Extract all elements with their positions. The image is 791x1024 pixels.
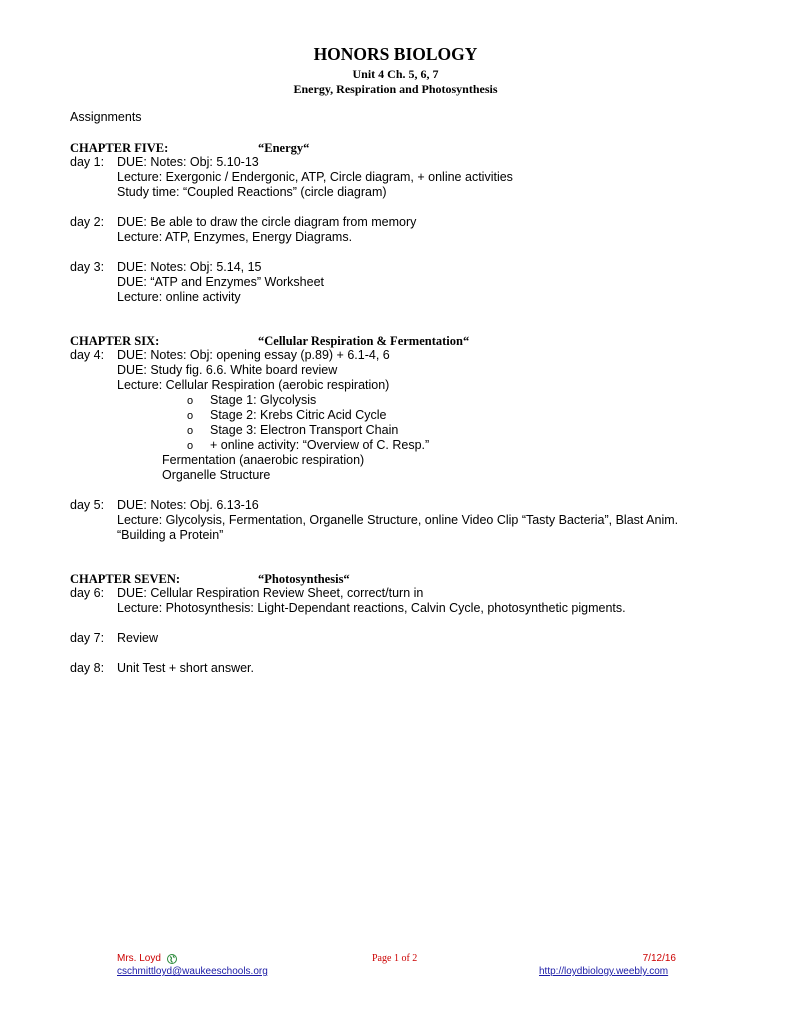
- globe-icon: [167, 954, 177, 964]
- chapter-five-heading: CHAPTER FIVE:: [70, 141, 169, 155]
- day-line: DUE: Be able to draw the circle diagram from memory: [117, 215, 417, 229]
- day-line: Fermentation (anaerobic respiration): [162, 453, 365, 467]
- chapter-seven-title: “Photosynthesis“: [258, 572, 350, 586]
- list-bullet: o: [187, 410, 194, 422]
- list-item: + online activity: “Overview of C. Resp.”: [210, 438, 430, 452]
- day-line: DUE: Notes: Obj. 6.13-16: [117, 498, 259, 512]
- footer-website-link[interactable]: http://loydbiology.weebly.com: [539, 966, 669, 977]
- day-line: Lecture: Glycolysis, Fermentation, Organelle Structure, online Video Clip “Tasty Bacteria”, Blast Anim.: [117, 513, 679, 527]
- chapter-six-heading: CHAPTER SIX:: [70, 334, 160, 348]
- day-label: day 4:: [70, 348, 105, 362]
- day-line: Organelle Structure: [162, 468, 271, 482]
- topic-subtitle: Energy, Respiration and Photosynthesis: [293, 82, 498, 96]
- day-line: DUE: Notes: Obj: 5.14, 15: [117, 260, 262, 274]
- day-line: DUE: Cellular Respiration Review Sheet, correct/turn in: [117, 586, 424, 600]
- unit-subtitle: Unit 4 Ch. 5, 6, 7: [352, 67, 439, 81]
- day-label: day 1:: [70, 155, 105, 169]
- list-item: Stage 2: Krebs Citric Acid Cycle: [210, 408, 387, 422]
- day-line: Lecture: Exergonic / Endergonic, ATP, Circle diagram, + online activities: [117, 170, 513, 184]
- day-line: DUE: “ATP and Enzymes” Worksheet: [117, 275, 325, 289]
- footer-page-number: Page 1 of 2: [372, 953, 418, 964]
- day-line: Study time: “Coupled Reactions” (circle diagram): [117, 185, 387, 199]
- day-line: DUE: Notes: Obj: 5.10-13: [117, 155, 259, 169]
- footer-email-link[interactable]: cschmittloyd@waukeeschools.org: [117, 966, 268, 977]
- day-line: “Building a Protein”: [117, 528, 224, 542]
- day-label: day 5:: [70, 498, 105, 512]
- footer-date: 7/12/16: [642, 953, 676, 964]
- day-label: day 7:: [70, 631, 105, 645]
- day-line: Lecture: Cellular Respiration (aerobic respiration): [117, 378, 390, 392]
- footer-teacher: Mrs. Loyd: [117, 953, 161, 964]
- list-bullet: o: [187, 395, 194, 407]
- day-label: day 2:: [70, 215, 105, 229]
- day-line: DUE: Study fig. 6.6. White board review: [117, 363, 338, 377]
- list-item: Stage 1: Glycolysis: [210, 393, 317, 407]
- chapter-six-title: “Cellular Respiration & Fermentation“: [258, 334, 470, 348]
- day-line: Lecture: Photosynthesis: Light-Dependant reactions, Calvin Cycle, photosynthetic pigments.: [117, 601, 626, 615]
- list-item: Stage 3: Electron Transport Chain: [210, 423, 399, 437]
- day-label: day 8:: [70, 661, 105, 675]
- day-label: day 6:: [70, 586, 105, 600]
- day-line: DUE: Notes: Obj: opening essay (p.89) + 6.1-4, 6: [117, 348, 390, 362]
- list-bullet: o: [187, 425, 194, 437]
- chapter-seven-heading: CHAPTER SEVEN:: [70, 572, 181, 586]
- day-line: Review: [117, 631, 158, 645]
- list-bullet: o: [187, 440, 194, 452]
- document-title: HONORS BIOLOGY: [313, 44, 478, 64]
- assignments-label: Assignments: [70, 110, 142, 124]
- day-label: day 3:: [70, 260, 105, 274]
- chapter-five-title: “Energy“: [258, 141, 310, 155]
- day-line: Lecture: online activity: [117, 290, 241, 304]
- day-line: Unit Test + short answer.: [117, 661, 254, 675]
- day-line: Lecture: ATP, Enzymes, Energy Diagrams.: [117, 230, 353, 244]
